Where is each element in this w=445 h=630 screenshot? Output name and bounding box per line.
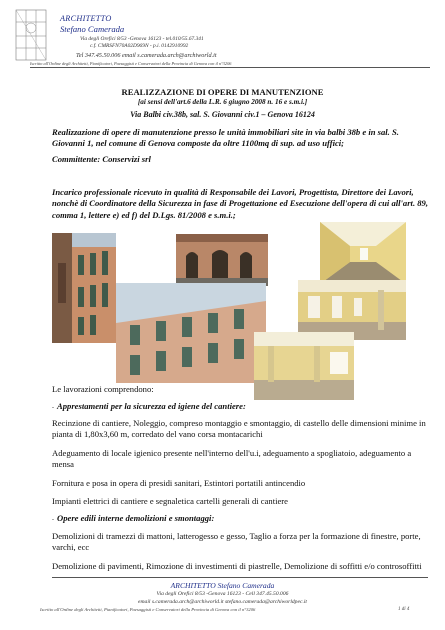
photo-office-hall [298, 280, 406, 340]
item-demolition-walls: Demolizioni di tramezzi di mattoni, latterogesso e gesso, Taglio a forza per la formazione di finestre, porte, varchi, ecc [52, 531, 421, 553]
photo-corridor [320, 222, 406, 284]
header-title: ARCHITETTO [60, 14, 112, 23]
item-electrical: Impianti elettrici di cantiere e segnaletica cartelli generali di cantiere [52, 496, 288, 506]
item-restroom: Adeguamento di locale igienico presente nell'interno dell'u.i, adeguamento a spogliatoio, adeguamento a mensa [52, 448, 412, 470]
site-address: Via Balbi civ.38b, sal. S. Giovanni civ.1 – Genova 16124 [130, 110, 315, 119]
footer-architect: ARCHITETTO Stefano Camerada [170, 581, 275, 590]
item-demolition-floors: Demolizione di pavimenti, Rimozione di investimenti di piastrelle, Demolizione di soffitti e/o controsoffitti [52, 561, 422, 571]
footer-divider [52, 577, 428, 578]
photo-facade-windows [116, 283, 266, 383]
page-number: 1 di 4 [398, 607, 410, 612]
section-demolition-heading [52, 513, 428, 526]
photo-courtyard [176, 234, 268, 286]
header-registration: Iscritto all'Ordine degli Architetti, Pianificatori, Paesaggisti e Conservatori della Provincia di Genova con il n°3206 [30, 61, 232, 66]
assignment-description: Incarico professionale ricevuto in qualità di Responsabile dei Lavori, Progettista, Direttore dei Lavori, nonchè di Coordinatore della Sicurezza in fase di Progettazione ed Esecuzione dell'opera di cui all'art. 89, comma 1, lettere e) ed f) del D.Lgs. 81/2008 e s.m.i.; [52, 187, 428, 220]
footer-email: email s.camerada.arch@archiworld.it stefano.camerada@archiworldpec.it [138, 599, 307, 605]
works-intro: Le lavorazioni comprendono: [52, 384, 154, 394]
document-title: REALIZZAZIONE DI OPERE DI MANUTENZIONE [121, 87, 324, 97]
legal-reference: [ai sensi dell'art.6 della L.R. 6 giugno 2008 n. 16 e s.m.i.] [137, 98, 308, 106]
photo-facade-side [52, 233, 116, 343]
footer-registration: Iscritto all'Ordine degli Architetti, Pianificatori, Paesaggisti e Conservatori della Provincia di Genova con il n°3206 [40, 607, 256, 612]
project-description: Realizzazione di opere di manutenzione presso le unità immobiliari site in via balbi 38b e in sal. S. Giovanni 1, nel comune di Genova composte da oltre 1100mq di sup. ad uso uffici; [52, 127, 399, 149]
item-fencing: Recinzione di cantiere, Noleggio, compreso montaggio e smontaggio, di castello delle dimensioni minime in pianta di 1,80x3,60 m, corredato del vano corsa montacarichi [52, 418, 426, 440]
item-supplies: Fornitura e posa in opera di presidi sanitari, Estintori portatili antincendio [52, 478, 306, 488]
header-architect-name: Stefano Camerada [60, 24, 125, 34]
section-safety-heading [52, 401, 428, 414]
bullet-dash-icon: - [52, 517, 54, 523]
header-contacts: Tel 347.45.50.006 email s.camerada.arch@archiworld.it [76, 52, 217, 59]
header-tax-code: c.f. CMRSFN70A02D969N - p.i. 0142910992 [90, 43, 189, 49]
client-line: Committente: Conservizi srl [52, 154, 151, 164]
header-divider [30, 67, 430, 68]
section-safety-label: Apprestamenti per la sicurezza ed igiene del cantiere: [57, 401, 246, 411]
bullet-dash-icon: - [52, 405, 54, 411]
section-demolition-label: Opere edili interne demolizioni e smontaggi: [57, 513, 215, 523]
header-address: Via degli Orefici 8/53 -Genova 16123 - tel.010/55.67.341 [80, 36, 204, 42]
footer-address: Via degli Orefici 8/53 -Genova 16123 - Cell 347.45.50.006 [156, 591, 289, 597]
architect-logo [14, 8, 48, 62]
